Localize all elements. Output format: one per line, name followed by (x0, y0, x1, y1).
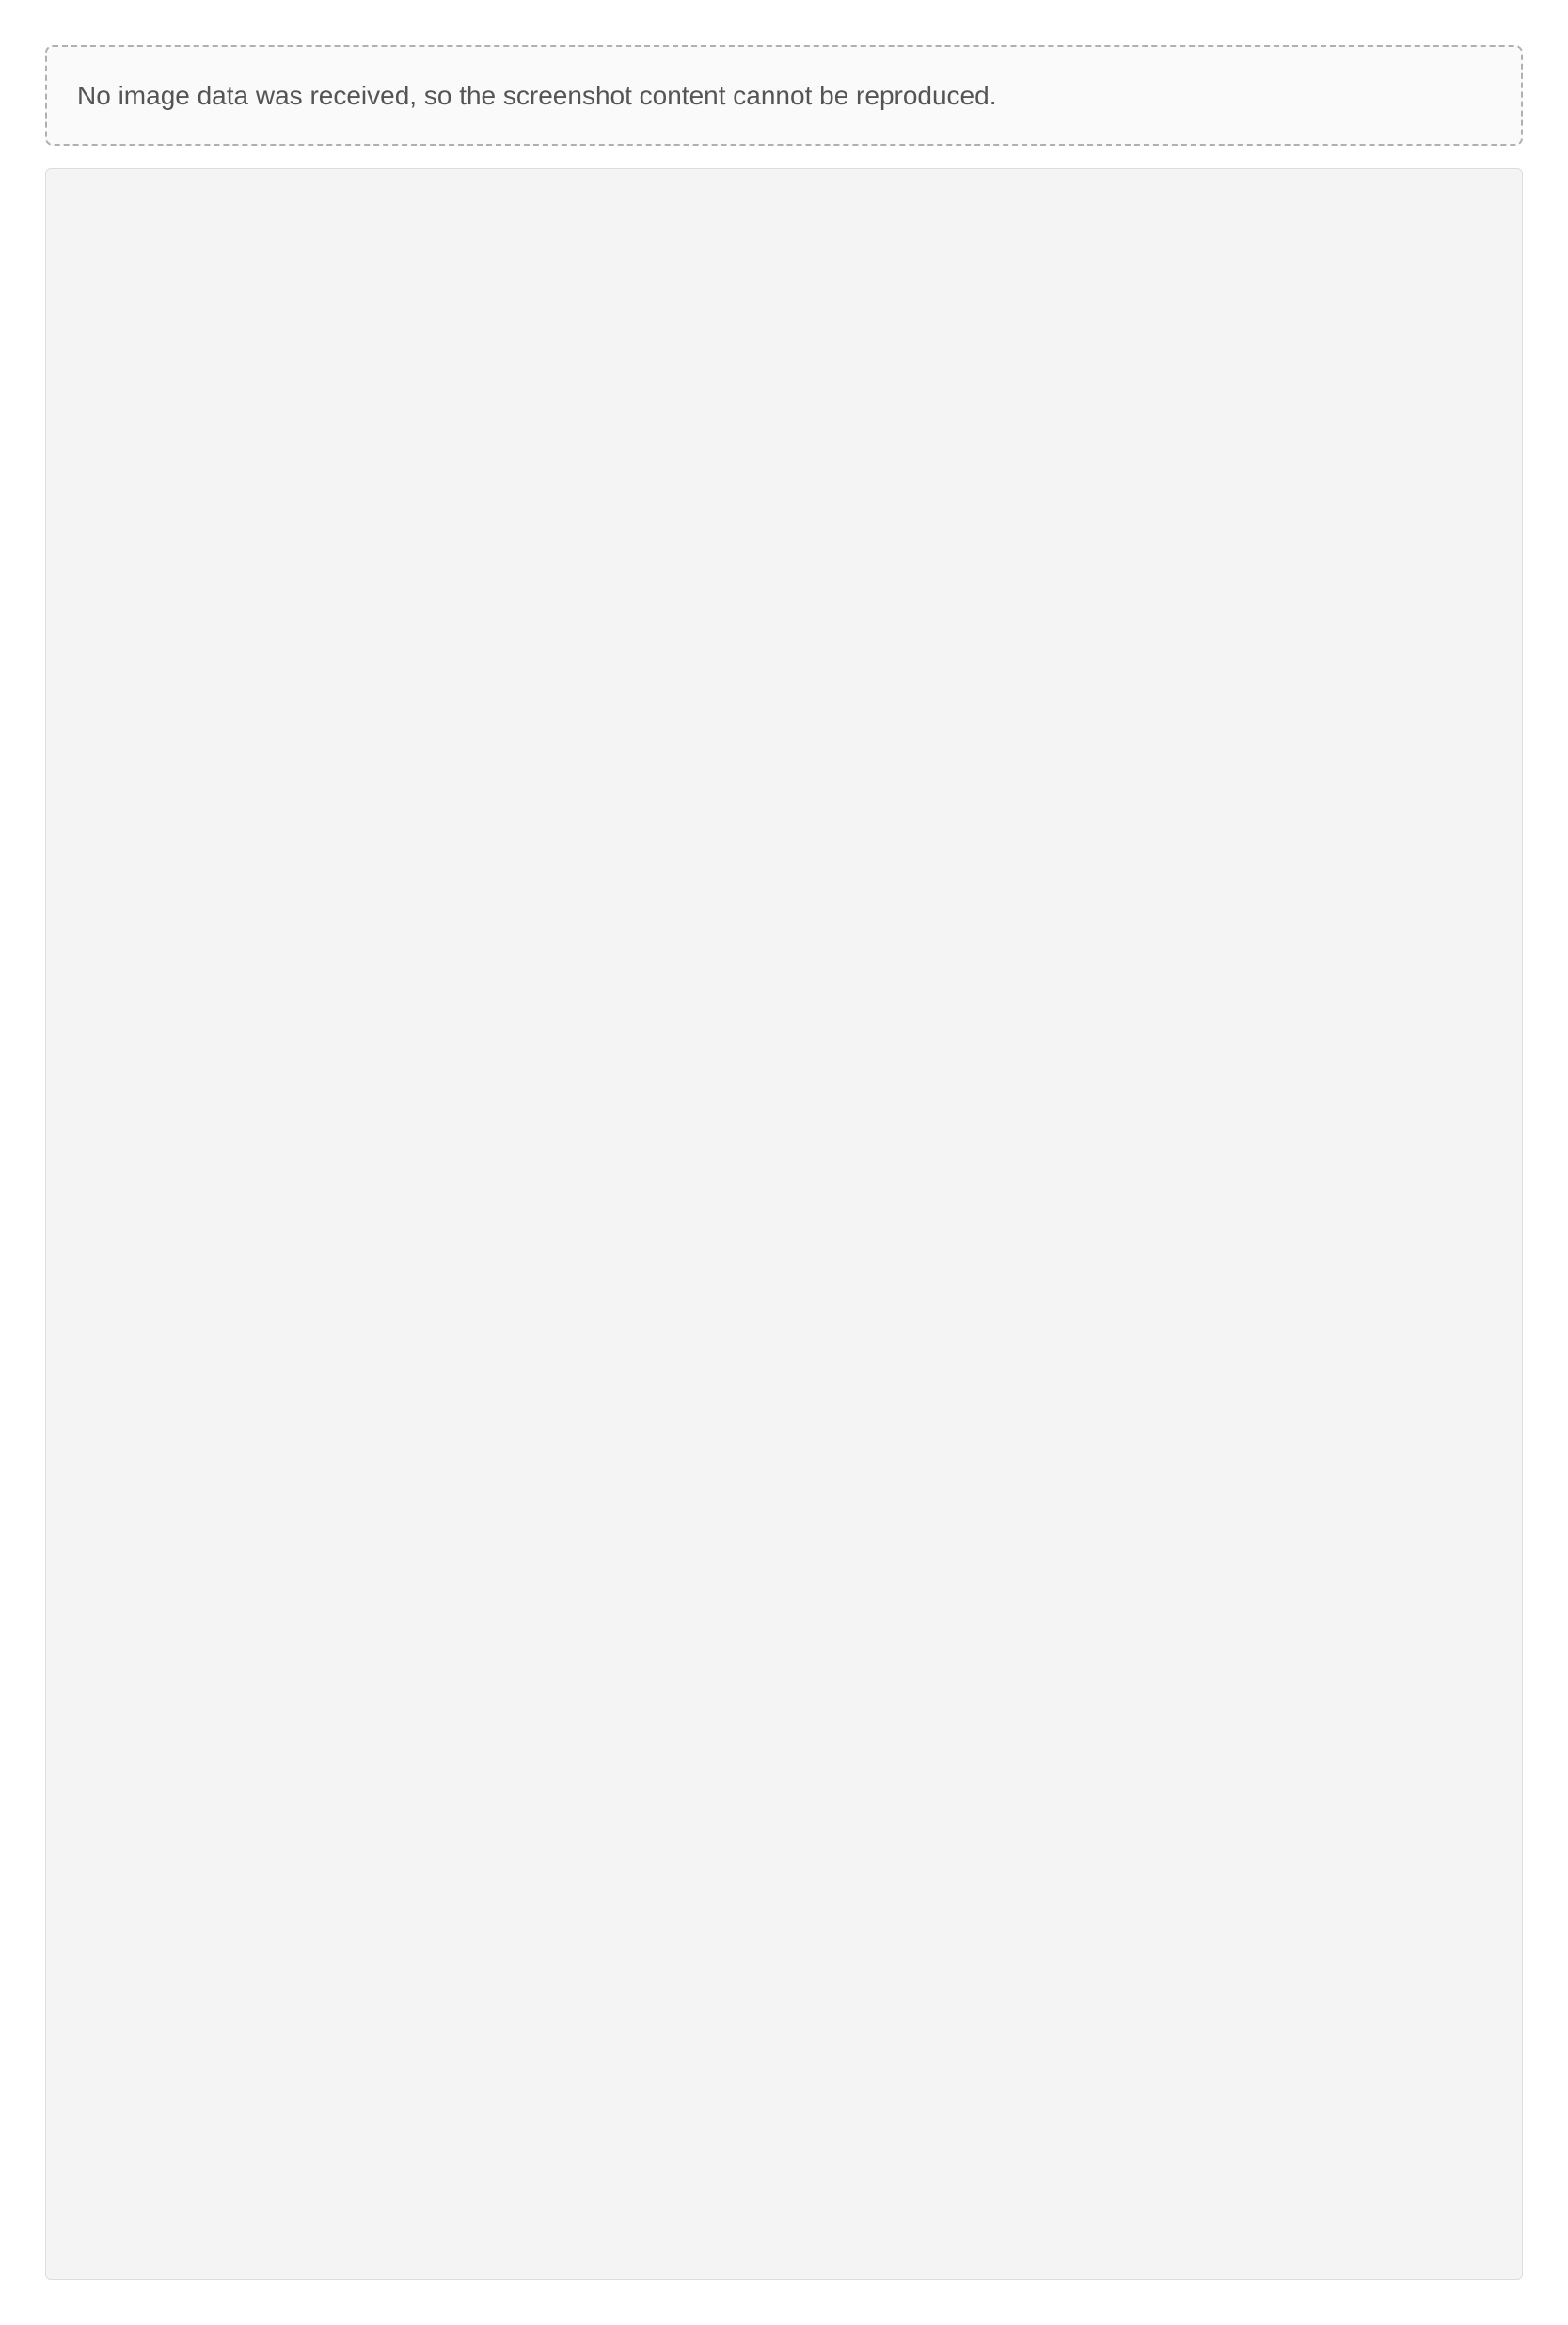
empty-content-area (45, 168, 1523, 2280)
missing-image-notice: No image data was received, so the screenshot content cannot be reproduced. (45, 45, 1523, 146)
